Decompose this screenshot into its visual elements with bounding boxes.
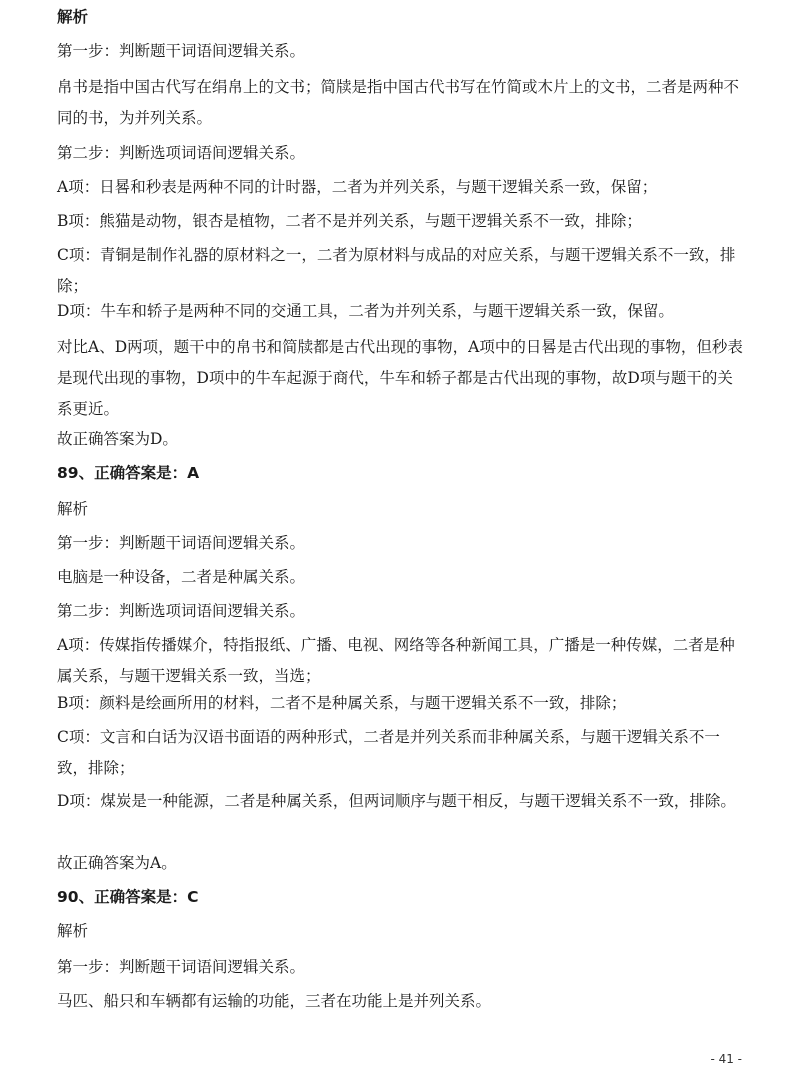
conclusion-text: 故正确答案为D。	[57, 430, 178, 448]
option-c: C项：青铜是制作礼器的原材料之一，二者为原材料与成品的对应关系，与题干逻辑关系不一致，排除；	[57, 246, 736, 295]
question-90-step1: 第一步：判断题干词语间逻辑关系。	[57, 958, 306, 976]
step1-text: 第一步：判断题干词语间逻辑关系。	[57, 42, 306, 60]
comparison-text: 对比A、D两项，题干中的帛书和简牍都是古代出现的事物，A项中的日晷是古代出现的事物，但秒表是现代出现的事物，D项中的牛车起源于商代，牛车和轿子都是古代出现的事物，故D项与题干的关系更近。	[57, 338, 743, 418]
question-90-explanation: 马匹、船只和车辆都有运输的功能，三者在功能上是并列关系。	[57, 992, 492, 1010]
question-89-heading: 解析	[57, 500, 89, 518]
explanation-text: 帛书是指中国古代写在绢帛上的文书；简牍是指中国古代书写在竹简或木片上的文书，二者是两种不同的书，为并列关系。	[57, 78, 740, 127]
section-heading: 解析	[57, 8, 89, 26]
question-89-step2: 第二步：判断选项词语间逻辑关系。	[57, 602, 306, 620]
question-89-step1: 第一步：判断题干词语间逻辑关系。	[57, 534, 306, 552]
option-a: A项：日晷和秒表是两种不同的计时器，二者为并列关系，与题干逻辑关系一致，保留；	[57, 178, 658, 196]
question-90-title: 90、正确答案是：C	[57, 888, 199, 906]
step2-text: 第二步：判断选项词语间逻辑关系。	[57, 144, 306, 162]
question-89-title: 89、正确答案是：A	[57, 464, 200, 482]
question-89-explanation: 电脑是一种设备，二者是种属关系。	[57, 568, 306, 586]
question-89-option-a: A项：传媒指传播媒介，特指报纸、广播、电视、网络等各种新闻工具，广播是一种传媒，二者是种属关系，与题干逻辑关系一致，当选；	[57, 636, 735, 685]
question-89-option-c: C项：文言和白话为汉语书面语的两种形式，二者是并列关系而非种属关系，与题干逻辑关系不一致，排除；	[57, 728, 720, 777]
question-89-option-d: D项：煤炭是一种能源，二者是种属关系，但两词顺序与题干相反，与题干逻辑关系不一致，排除。	[57, 792, 736, 810]
option-b: B项：熊猫是动物，银杏是植物，二者不是并列关系，与题干逻辑关系不一致，排除；	[57, 212, 642, 230]
option-d: D项：牛车和轿子是两种不同的交通工具，二者为并列关系，与题干逻辑关系一致，保留。	[57, 302, 674, 320]
question-89-conclusion: 故正确答案为A。	[57, 854, 177, 872]
question-90-heading: 解析	[57, 922, 89, 940]
question-89-option-b: B项：颜料是绘画所用的材料，二者不是种属关系，与题干逻辑关系不一致，排除；	[57, 694, 627, 712]
page-number: - 41 -	[710, 1052, 742, 1066]
